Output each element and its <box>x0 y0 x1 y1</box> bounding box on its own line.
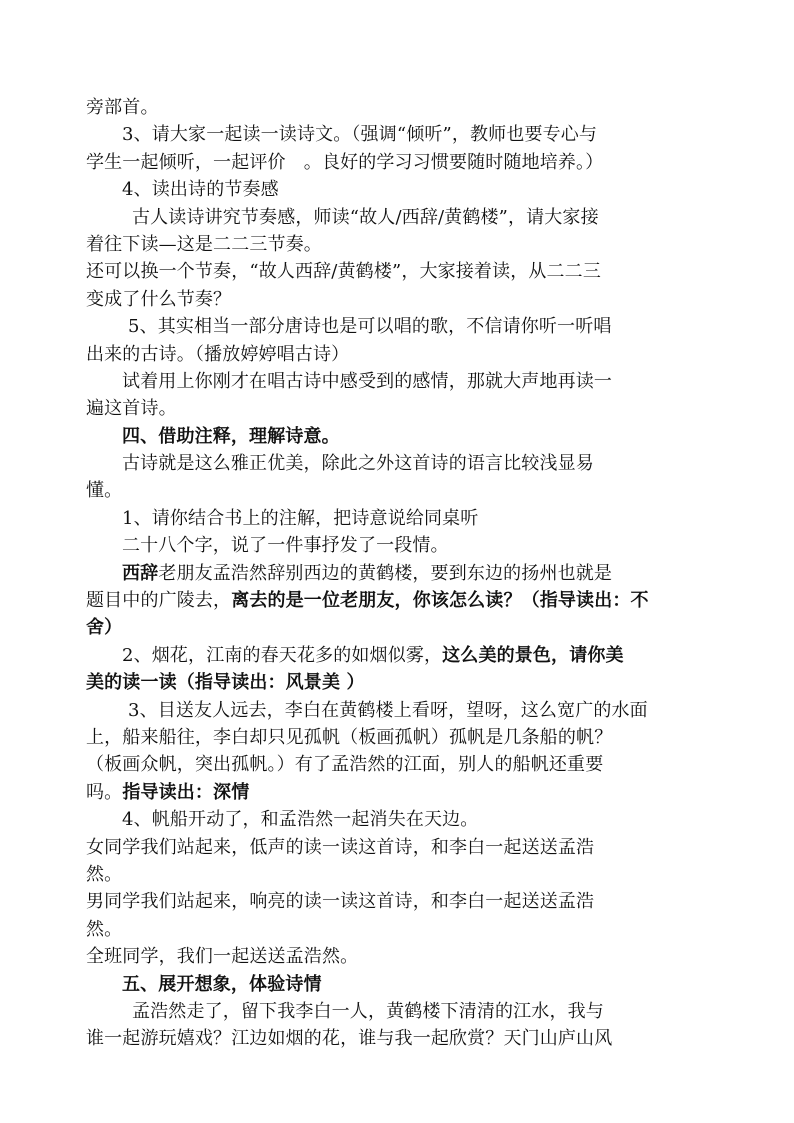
text-line <box>86 368 716 395</box>
text-line <box>86 806 716 833</box>
text-run: 3、目送友人远去，李白在黄鹤楼上看呀，望呀，这么宽广的水面 <box>128 699 648 721</box>
bold-text-run: 四、借助注释，理解诗意。 <box>122 425 340 447</box>
text-line <box>86 149 716 176</box>
text-line <box>86 943 716 970</box>
text-run: （板画众帆，突出孤帆。）有了孟浩然的江面，别人的船帆还重要 <box>86 754 604 776</box>
text-run: 上，船来船往，李白却只见孤帆（板画孤帆）孤帆是几条船的帆？ <box>86 726 613 748</box>
text-line <box>86 916 716 943</box>
text-run: 学生一起倾听，一起评价 。良好的学习习惯要随时随地培养。） <box>86 151 604 173</box>
text-line <box>86 998 716 1025</box>
text-line <box>86 724 716 751</box>
text-line <box>86 94 716 121</box>
text-run: 题目中的广陵去， <box>86 590 232 612</box>
text-run: 着往下读—这是二二三节奏。 <box>86 233 322 255</box>
text-run: 懂。 <box>86 480 123 502</box>
bold-text-run: 舍） <box>86 617 123 639</box>
text-run: 5、其实相当一部分唐诗也是可以唱的歌，不信请你听一听唱 <box>128 316 612 338</box>
text-run: 2、烟花，江南的春天花多的如烟似雾， <box>122 644 443 666</box>
text-line <box>86 971 716 998</box>
bold-text-run: 西辞 <box>122 562 159 584</box>
bold-text-run: 指导读出：深情 <box>122 781 250 803</box>
text-run: 二十八个字，说了一件事抒发了一段情。 <box>122 535 449 557</box>
bold-text-run: 这么美的景色，请你美 <box>442 644 624 666</box>
text-run: 变成了什么节奏？ <box>86 288 232 310</box>
text-line <box>86 779 716 806</box>
text-run: 遍这首诗。 <box>86 398 177 420</box>
text-run: 还可以换一个节奏，“故人西辞/黄鹤楼”，大家接着读，从二二三 <box>86 261 601 283</box>
text-run: 4、帆船开动了，和孟浩然一起消失在天边。 <box>122 809 479 831</box>
bold-text-run: 美的读一读（指导读出：风景美 ） <box>86 672 365 694</box>
text-run: 孟浩然走了，留下我李白一人，黄鹤楼下清清的江水，我与 <box>132 1000 604 1022</box>
text-run: 然。 <box>86 918 123 940</box>
text-line <box>86 341 716 368</box>
text-line <box>86 204 716 231</box>
text-line <box>86 286 716 313</box>
text-line <box>86 642 716 669</box>
text-run: 吗。 <box>86 781 123 803</box>
text-run: 出来的古诗。（播放婷婷唱古诗） <box>86 343 350 365</box>
bold-text-run: 离去的是一位老朋友，你该怎么读？（指导读出：不 <box>231 590 649 612</box>
text-line <box>86 861 716 888</box>
text-line <box>86 423 716 450</box>
text-line <box>86 231 716 258</box>
text-run: 试着用上你刚才在唱古诗中感受到的感情，那就大声地再读一 <box>122 370 613 392</box>
text-run: 女同学我们站起来，低声的读一读这首诗，和李白一起送送孟浩 <box>86 836 595 858</box>
text-line <box>86 888 716 915</box>
text-line <box>86 1025 716 1052</box>
text-line <box>86 560 716 587</box>
text-run: 古人读诗讲究节奏感，师读“故人/西辞/黄鹤楼”，请大家接 <box>132 206 599 228</box>
text-line <box>86 697 716 724</box>
text-line <box>86 505 716 532</box>
text-line <box>86 587 716 614</box>
text-line <box>86 176 716 203</box>
text-line <box>86 834 716 861</box>
text-line <box>86 313 716 340</box>
text-run: 然。 <box>86 863 123 885</box>
text-run: 古诗就是这么雅正优美，除此之外这首诗的语言比较浅显易 <box>122 453 594 475</box>
text-run: 4、读出诗的节奏感 <box>122 179 279 201</box>
text-line <box>86 258 716 285</box>
text-line <box>86 614 716 641</box>
text-run: 全班同学，我们一起送送孟浩然。 <box>86 946 359 968</box>
text-run: 男同学我们站起来，响亮的读一读这首诗，和李白一起送送孟浩 <box>86 891 595 913</box>
text-line <box>86 121 716 148</box>
text-run: 旁部首。 <box>86 97 159 118</box>
text-line <box>86 669 716 696</box>
text-run: 老朋友孟浩然辞别西边的黄鹤楼，要到东边的扬州也就是 <box>158 562 613 584</box>
bold-text-run: 五、展开想象，体验诗情 <box>122 973 322 995</box>
text-line <box>86 395 716 422</box>
text-line <box>86 532 716 559</box>
text-run: 谁一起游玩嬉戏？江边如烟的花，谁与我一起欣赏？天门山庐山风 <box>86 1028 613 1050</box>
text-run: 1、请你结合书上的注解，把诗意说给同桌听 <box>122 507 479 529</box>
document-body <box>86 94 716 1053</box>
text-line <box>86 477 716 504</box>
text-line <box>86 751 716 778</box>
text-run: 3、请大家一起读一读诗文。（强调“倾听”，教师也要专心与 <box>122 124 598 146</box>
text-line <box>86 450 716 477</box>
